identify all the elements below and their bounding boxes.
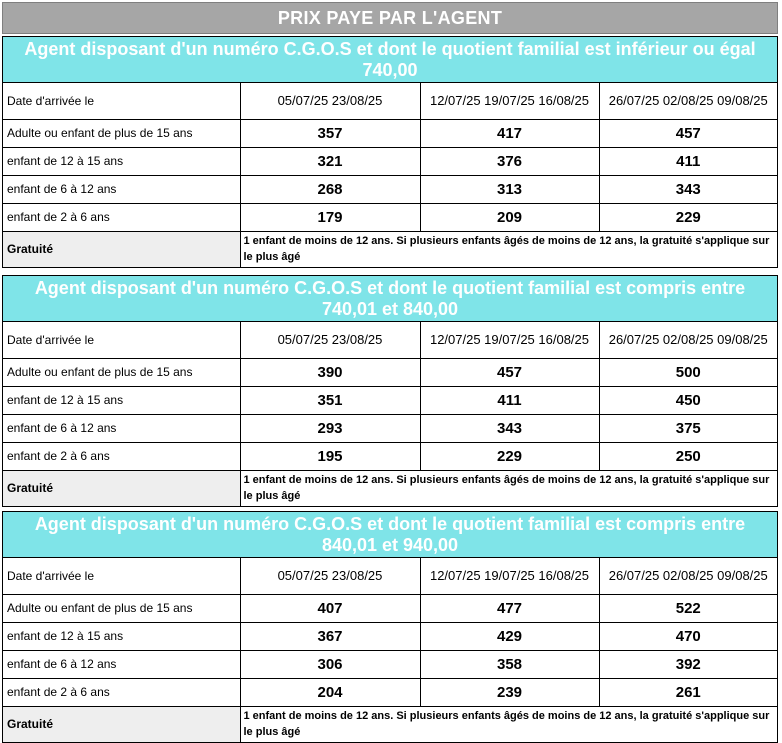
price-cell: 195 (240, 442, 420, 470)
price-cell: 411 (420, 386, 599, 414)
price-table (3, 558, 777, 742)
date-header-row (3, 83, 777, 119)
price-cell: 392 (599, 650, 777, 678)
price-cell: 457 (599, 119, 777, 147)
price-cell: 375 (599, 414, 777, 442)
price-cell: 229 (599, 203, 777, 231)
price-cell: 470 (599, 622, 777, 650)
price-cell: 268 (240, 175, 420, 203)
gratuite-row (3, 470, 777, 506)
price-cell: 351 (240, 386, 420, 414)
row-label: enfant de 12 à 15 ans (3, 622, 240, 650)
date-col-3: 26/07/25 02/08/25 09/08/25 (599, 558, 777, 594)
date-col-2: 12/07/25 19/07/25 16/08/25 (420, 322, 599, 358)
table-row (3, 650, 777, 678)
table-row (3, 414, 777, 442)
price-block-2 (2, 275, 778, 507)
price-cell: 450 (599, 386, 777, 414)
gratuite-row (3, 231, 777, 267)
price-cell: 367 (240, 622, 420, 650)
price-block-3 (2, 511, 778, 743)
price-cell: 229 (420, 442, 599, 470)
date-header-row (3, 558, 777, 594)
price-cell: 306 (240, 650, 420, 678)
price-cell: 179 (240, 203, 420, 231)
price-cell: 457 (420, 358, 599, 386)
price-cell: 411 (599, 147, 777, 175)
table-row (3, 203, 777, 231)
row-label: enfant de 2 à 6 ans (3, 678, 240, 706)
price-cell: 477 (420, 594, 599, 622)
row-label: enfant de 12 à 15 ans (3, 147, 240, 175)
row-label: enfant de 6 à 12 ans (3, 650, 240, 678)
row-label: enfant de 2 à 6 ans (3, 203, 240, 231)
price-cell: 239 (420, 678, 599, 706)
price-cell: 390 (240, 358, 420, 386)
row-label: Adulte ou enfant de plus de 15 ans (3, 594, 240, 622)
table-row (3, 386, 777, 414)
table-row (3, 119, 777, 147)
row-label: Adulte ou enfant de plus de 15 ans (3, 358, 240, 386)
price-cell: 500 (599, 358, 777, 386)
date-col-2: 12/07/25 19/07/25 16/08/25 (420, 83, 599, 119)
date-col-1: 05/07/25 23/08/25 (240, 322, 420, 358)
table-row (3, 594, 777, 622)
date-col-2: 12/07/25 19/07/25 16/08/25 (420, 558, 599, 594)
table-row (3, 358, 777, 386)
block-heading: Agent disposant d'un numéro C.G.O.S et dont le quotient familial est inférieur ou égal 740,00 (3, 37, 777, 83)
date-label: Date d'arrivée le (3, 558, 240, 594)
price-cell: 343 (599, 175, 777, 203)
price-table (3, 322, 777, 506)
price-cell: 357 (240, 119, 420, 147)
price-cell: 293 (240, 414, 420, 442)
price-cell: 313 (420, 175, 599, 203)
price-cell: 522 (599, 594, 777, 622)
table-row (3, 678, 777, 706)
date-label: Date d'arrivée le (3, 322, 240, 358)
block-heading: Agent disposant d'un numéro C.G.O.S et dont le quotient familial est compris entre 840,01 et 940,00 (3, 512, 777, 558)
price-table (3, 83, 777, 267)
date-col-1: 05/07/25 23/08/25 (240, 83, 420, 119)
price-cell: 343 (420, 414, 599, 442)
date-col-3: 26/07/25 02/08/25 09/08/25 (599, 322, 777, 358)
gratuite-label: Gratuité (3, 231, 240, 267)
table-row (3, 175, 777, 203)
row-label: enfant de 6 à 12 ans (3, 175, 240, 203)
row-label: enfant de 12 à 15 ans (3, 386, 240, 414)
block-heading: Agent disposant d'un numéro C.G.O.S et dont le quotient familial est compris entre 740,01 et 840,00 (3, 276, 777, 322)
price-cell: 429 (420, 622, 599, 650)
gratuite-row (3, 706, 777, 742)
price-cell: 204 (240, 678, 420, 706)
page-title: PRIX PAYE PAR L'AGENT (2, 2, 778, 34)
price-cell: 321 (240, 147, 420, 175)
row-label: enfant de 2 à 6 ans (3, 442, 240, 470)
date-label: Date d'arrivée le (3, 83, 240, 119)
table-row (3, 622, 777, 650)
date-col-3: 26/07/25 02/08/25 09/08/25 (599, 83, 777, 119)
gratuite-label: Gratuité (3, 706, 240, 742)
price-cell: 250 (599, 442, 777, 470)
gratuite-label: Gratuité (3, 470, 240, 506)
price-cell: 209 (420, 203, 599, 231)
row-label: enfant de 6 à 12 ans (3, 414, 240, 442)
table-row (3, 442, 777, 470)
gratuite-text: 1 enfant de moins de 12 ans. Si plusieurs enfants âgés de moins de 12 ans, la gratuité s'applique sur le plus âgé (240, 231, 777, 267)
price-cell: 417 (420, 119, 599, 147)
price-block-1 (2, 36, 778, 268)
date-col-1: 05/07/25 23/08/25 (240, 558, 420, 594)
price-cell: 358 (420, 650, 599, 678)
price-cell: 407 (240, 594, 420, 622)
row-label: Adulte ou enfant de plus de 15 ans (3, 119, 240, 147)
price-cell: 376 (420, 147, 599, 175)
gratuite-text: 1 enfant de moins de 12 ans. Si plusieurs enfants âgés de moins de 12 ans, la gratuité s'applique sur le plus âgé (240, 706, 777, 742)
table-row (3, 147, 777, 175)
date-header-row (3, 322, 777, 358)
gratuite-text: 1 enfant de moins de 12 ans. Si plusieurs enfants âgés de moins de 12 ans, la gratuité s'applique sur le plus âgé (240, 470, 777, 506)
price-cell: 261 (599, 678, 777, 706)
